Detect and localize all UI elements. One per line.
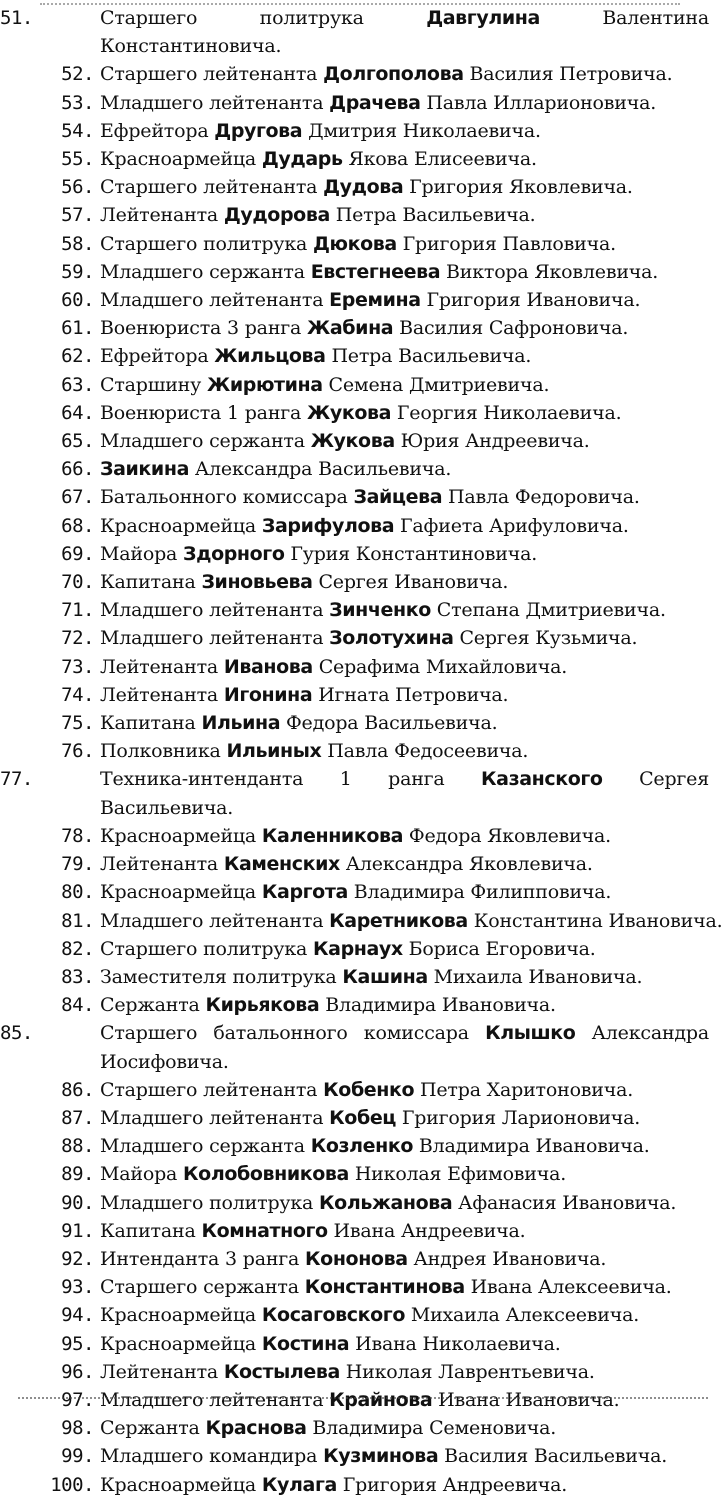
entry-surname: Зайцева: [353, 486, 443, 509]
list-item: [0, 1442, 717, 1470]
entry-rank: Старшего политрука: [100, 232, 308, 255]
entry-surname: Кирьякова: [205, 994, 320, 1017]
entry-given-names: Валентина Константиновича.: [100, 7, 709, 58]
list-item: [0, 201, 717, 229]
entry-rank: Лейтенанта: [100, 853, 219, 876]
list-item: [0, 1471, 717, 1499]
entry-surname: Костина: [261, 1332, 350, 1355]
entry-number: 79.: [61, 853, 94, 876]
entry-rank: Капитана: [100, 712, 196, 735]
entry-number: 85.: [0, 1022, 33, 1045]
entry-surname: Жабина: [307, 317, 394, 340]
entry-rank: Полковника: [100, 740, 221, 763]
list-item: [0, 4, 717, 60]
entry-given-names: Николая Лаврентьевича.: [345, 1360, 595, 1383]
entry-given-names: Василия Васильевича.: [444, 1445, 668, 1468]
entry-number: 56.: [61, 176, 94, 199]
entry-surname: Драчева: [329, 91, 421, 114]
entry-number: 73.: [61, 655, 94, 678]
entry-given-names: Виктора Яковлевича.: [445, 260, 659, 283]
entry-number: 87.: [61, 1106, 94, 1129]
entry-number: 59.: [61, 260, 94, 283]
entry-number: 71.: [61, 599, 94, 622]
entry-number: 57.: [61, 204, 94, 227]
entry-surname: Зинченко: [329, 599, 431, 622]
entry-rank: Военюриста 3 ранга: [100, 317, 302, 340]
entry-number: 88.: [61, 1135, 94, 1158]
list-item: [0, 258, 717, 286]
entry-given-names: Николая Ефимовича.: [354, 1163, 567, 1186]
entry-surname: Зиновьева: [201, 571, 313, 594]
entry-surname: Иванова: [223, 655, 313, 678]
entry-surname: Дюкова: [313, 232, 397, 255]
entry-rank: Сержанта: [100, 1417, 200, 1440]
entry-rank: Лейтенанта: [100, 683, 219, 706]
entry-surname: Каргота: [261, 881, 348, 904]
entry-given-names: Семена Дмитриевича.: [328, 373, 550, 396]
entry-rank: Красноармейца: [100, 824, 257, 847]
entry-surname: Кольжанова: [319, 1191, 453, 1214]
entry-surname: Еремина: [329, 289, 421, 312]
entry-rank: Ефрейтора: [100, 119, 209, 142]
entry-given-names: Григория Ларионовича.: [401, 1106, 641, 1129]
list-item: [0, 653, 717, 681]
entry-surname: Константинова: [304, 1276, 465, 1299]
entry-given-names: Григория Андреевича.: [342, 1473, 568, 1496]
entry-number: 65.: [61, 430, 94, 453]
list-item: [0, 1217, 717, 1245]
entry-given-names: Игната Петровича.: [318, 683, 509, 706]
entry-surname: Казанского: [481, 768, 603, 791]
entry-surname: Дудорова: [223, 204, 330, 227]
entry-rank: Майора: [100, 1163, 178, 1186]
entry-surname: Жирютина: [206, 373, 323, 396]
entry-number: 54.: [61, 119, 94, 142]
entry-rank: Заместителя политрука: [100, 965, 337, 988]
entry-surname: Ильина: [201, 712, 281, 735]
entry-number: 75.: [61, 712, 94, 735]
list-item: [0, 1132, 717, 1160]
entry-number: 68.: [61, 514, 94, 537]
entry-number: 60.: [61, 289, 94, 312]
entry-surname: Клышко: [485, 1022, 576, 1045]
entry-given-names: Михаила Ивановича.: [433, 965, 643, 988]
name-list: [0, 4, 722, 1499]
entry-surname: Кузминова: [323, 1445, 439, 1468]
entry-surname: Жукова: [310, 430, 395, 453]
entry-rank: Ефрейтора: [100, 345, 209, 368]
entry-given-names: Михаила Алексеевича.: [410, 1304, 640, 1327]
entry-rank: Старшего политрука: [100, 937, 308, 960]
entry-given-names: Григория Ивановича.: [426, 289, 641, 312]
list-item: [0, 907, 722, 935]
entry-rank: Военюриста 1 ранга: [100, 401, 302, 424]
entry-rank: Красноармейца: [100, 148, 257, 171]
entry-surname: Каменских: [223, 853, 340, 876]
entry-number: 94.: [61, 1304, 94, 1327]
list-item: [0, 1104, 717, 1132]
entry-surname: Краснова: [205, 1417, 307, 1440]
entry-given-names: Дмитрия Николаевича.: [308, 119, 541, 142]
entry-surname: Карнаух: [313, 937, 403, 960]
entry-given-names: Владимира Семеновича.: [312, 1417, 557, 1440]
entry-number: 100.: [50, 1473, 94, 1496]
entry-number: 86.: [61, 1078, 94, 1101]
entry-surname: Кулага: [261, 1473, 337, 1496]
entry-number: 72.: [61, 627, 94, 650]
entry-surname: Комнатного: [201, 1219, 328, 1242]
list-item: [0, 850, 717, 878]
entry-rank: Младшего лейтенанта: [100, 91, 324, 114]
entry-surname: Костылева: [223, 1360, 340, 1383]
entry-surname: Евстегнеева: [310, 260, 441, 283]
entry-rank: Младшего командира: [100, 1445, 318, 1468]
entry-rank: Старшего лейтенанта: [100, 176, 318, 199]
entry-rank: Сержанта: [100, 994, 200, 1017]
entry-rank: Батальонного комиссара: [100, 486, 348, 509]
entry-surname: Игонина: [223, 683, 313, 706]
entry-given-names: Якова Елисеевича.: [348, 148, 537, 171]
list-item: [0, 1189, 717, 1217]
entry-surname: Дудова: [323, 176, 404, 199]
entry-rank: Техника-интенданта 1 ранга: [100, 768, 445, 791]
entry-rank: Старшего лейтенанта: [100, 1078, 318, 1101]
list-item: [0, 455, 717, 483]
entry-given-names: Григория Яковлевича.: [409, 176, 633, 199]
entry-number: 84.: [61, 994, 94, 1017]
entry-given-names: Павла Федосеевича.: [327, 740, 529, 763]
entry-number: 89.: [61, 1163, 94, 1186]
entry-rank: Младшего лейтенанта: [100, 1388, 324, 1411]
entry-surname: Кашина: [342, 965, 428, 988]
entry-number: 62.: [61, 345, 94, 368]
entry-given-names: Александра Васильевича.: [194, 458, 452, 481]
entry-given-names: Павла Федоровича.: [447, 486, 640, 509]
entry-number: 52.: [61, 63, 94, 86]
entry-number: 82.: [61, 937, 94, 960]
entry-rank: Младшего сержанта: [100, 1135, 305, 1158]
entry-rank: Капитана: [100, 571, 196, 594]
entry-number: 96.: [61, 1360, 94, 1383]
list-item: [0, 1358, 717, 1386]
list-item: [0, 342, 717, 370]
entry-number: 92.: [61, 1247, 94, 1270]
entry-rank: Младшего политрука: [100, 1191, 314, 1214]
entry-rank: Старшего батальонного комиссара: [100, 1022, 469, 1045]
entry-given-names: Александра Иосифовича.: [100, 1022, 710, 1073]
entry-number: 74.: [61, 683, 94, 706]
list-item: [0, 371, 717, 399]
entry-rank: Капитана: [100, 1219, 196, 1242]
entry-surname: Каленникова: [261, 824, 404, 847]
entry-number: 70.: [61, 571, 94, 594]
entry-rank: Красноармейца: [100, 1473, 257, 1496]
entry-rank: Младшего сержанта: [100, 260, 305, 283]
entry-surname: Кононова: [305, 1247, 408, 1270]
entry-rank: Интенданта 3 ранга: [100, 1247, 300, 1270]
list-item: [0, 737, 717, 765]
entry-given-names: Константина Ивановича.: [473, 909, 722, 932]
list-item: [0, 60, 717, 88]
list-item: [0, 1019, 717, 1075]
entry-number: 53.: [61, 91, 94, 114]
entry-given-names: Владимира Ивановича.: [325, 994, 556, 1017]
entry-given-names: Афанасия Ивановича.: [458, 1191, 677, 1214]
entry-number: 90.: [61, 1191, 94, 1214]
list-item: [0, 1301, 717, 1329]
entry-number: 64.: [61, 401, 94, 424]
entry-given-names: Ивана Андреевича.: [333, 1219, 526, 1242]
entry-number: 83.: [61, 965, 94, 988]
torn-bottom-edge: [18, 1397, 708, 1405]
entry-given-names: Григория Павловича.: [402, 232, 616, 255]
entry-number: 80.: [61, 881, 94, 904]
list-item: [0, 568, 717, 596]
entry-rank: Майора: [100, 542, 178, 565]
entry-rank: Лейтенанта: [100, 204, 219, 227]
entry-rank: Красноармейца: [100, 1332, 257, 1355]
entry-given-names: Павла Илларионовича.: [426, 91, 657, 114]
entry-surname: Жильцова: [214, 345, 326, 368]
list-item: [0, 878, 717, 906]
list-item: [0, 1414, 717, 1442]
entry-surname: Заикина: [100, 458, 189, 481]
list-item: [0, 117, 717, 145]
entry-given-names: Георгия Николаевича.: [396, 401, 622, 424]
entry-rank: Старшего сержанта: [100, 1276, 299, 1299]
entry-surname: Золотухина: [329, 627, 454, 650]
list-item: [0, 822, 717, 850]
entry-given-names: Степана Дмитриевича.: [436, 599, 666, 622]
entry-given-names: Петра Харитоновича.: [420, 1078, 634, 1101]
entry-number: 69.: [61, 542, 94, 565]
entry-number: 93.: [61, 1276, 94, 1299]
entry-rank: Младшего лейтенанта: [100, 627, 324, 650]
list-item: [0, 512, 717, 540]
entry-rank: Красноармейца: [100, 1304, 257, 1327]
entry-surname: Жукова: [307, 401, 392, 424]
entry-given-names: Бориса Егоровича.: [408, 937, 596, 960]
list-item: [0, 596, 717, 624]
entry-given-names: Серафима Михайловича.: [318, 655, 568, 678]
entry-number: 61.: [61, 317, 94, 340]
entry-rank: Младшего лейтенанта: [100, 289, 324, 312]
entry-given-names: Василия Петровича.: [469, 63, 673, 86]
list-item: [0, 1160, 717, 1188]
entry-rank: Лейтенанта: [100, 655, 219, 678]
entry-surname: Каретникова: [329, 909, 468, 932]
entry-given-names: Владимира Ивановича.: [418, 1135, 650, 1158]
entry-surname: Ильиных: [226, 740, 322, 763]
list-item: [0, 1245, 717, 1273]
list-item: [0, 935, 717, 963]
list-item: [0, 1273, 717, 1301]
entry-rank: Младшего лейтенанта: [100, 599, 324, 622]
entry-given-names: Владимира Филипповича.: [353, 881, 612, 904]
entry-given-names: Федора Яковлевича.: [408, 824, 611, 847]
entry-given-names: Ивана Ивановича.: [438, 1388, 620, 1411]
entry-surname: Кобец: [329, 1106, 396, 1129]
entry-given-names: Петра Васильевича.: [331, 345, 532, 368]
entry-rank: Младшего лейтенанта: [100, 1106, 324, 1129]
entry-rank: Лейтенанта: [100, 1360, 219, 1383]
list-item: [0, 230, 717, 258]
entry-surname: Косаговского: [261, 1304, 405, 1327]
entry-given-names: Гурия Константиновича.: [290, 542, 538, 565]
entry-surname: Давгулина: [426, 7, 540, 29]
list-item: [0, 624, 717, 652]
entry-number: 55.: [61, 148, 94, 171]
entry-given-names: Сергея Ивановича.: [318, 571, 509, 594]
entry-given-names: Гафиета Арифуловича.: [400, 514, 629, 537]
entry-number: 78.: [61, 824, 94, 847]
list-item: [0, 483, 717, 511]
entry-number: 58.: [61, 232, 94, 255]
entry-number: 95.: [61, 1332, 94, 1355]
list-item: [0, 427, 717, 455]
entry-rank: Старшего лейтенанта: [100, 63, 318, 86]
entry-surname: Зарифулова: [261, 514, 395, 537]
list-item: [0, 1330, 717, 1358]
list-item: [0, 709, 717, 737]
entry-given-names: Петра Васильевича.: [335, 204, 536, 227]
entry-rank: Старшину: [100, 373, 202, 396]
entry-surname: Другова: [214, 119, 303, 142]
entry-number: 76.: [61, 740, 94, 763]
entry-number: 67.: [61, 486, 94, 509]
entry-number: 77.: [0, 768, 33, 791]
entry-surname: Крайнова: [329, 1388, 433, 1411]
list-item: [0, 963, 717, 991]
entry-surname: Колобовникова: [183, 1163, 349, 1186]
entry-given-names: Ивана Алексеевича.: [470, 1276, 672, 1299]
entry-number: 97.: [61, 1388, 94, 1411]
entry-given-names: Василия Сафроновича.: [399, 317, 629, 340]
list-item: [0, 765, 717, 821]
entry-given-names: Юрия Андреевича.: [400, 430, 590, 453]
entry-given-names: Сергея Васильевича.: [100, 768, 709, 819]
entry-number: 99.: [61, 1445, 94, 1468]
list-item: [0, 681, 717, 709]
entry-given-names: Андрея Ивановича.: [413, 1247, 607, 1270]
list-item: [0, 286, 717, 314]
entry-rank: Красноармейца: [100, 514, 257, 537]
entry-number: 63.: [61, 373, 94, 396]
entry-number: 51.: [0, 7, 33, 29]
list-item: [0, 991, 717, 1019]
entry-surname: Здорного: [183, 542, 285, 565]
entry-rank: Младшего лейтенанта: [100, 909, 324, 932]
list-item: [0, 399, 717, 427]
entry-rank: Красноармейца: [100, 881, 257, 904]
entry-number: 98.: [61, 1417, 94, 1440]
list-item: [0, 540, 717, 568]
entry-surname: Козленко: [310, 1135, 414, 1158]
list-item: [0, 173, 717, 201]
entry-rank: Старшего политрука: [100, 7, 364, 29]
list-item: [0, 89, 717, 117]
entry-number: 91.: [61, 1219, 94, 1242]
entry-number: 66.: [61, 458, 94, 481]
entry-surname: Кобенко: [323, 1078, 415, 1101]
list-item: [0, 314, 717, 342]
entry-number: 81.: [61, 909, 94, 932]
entry-given-names: Сергея Кузьмича.: [459, 627, 638, 650]
entry-surname: Долгополова: [323, 63, 464, 86]
entry-given-names: Александра Яковлевича.: [345, 853, 593, 876]
entry-surname: Дударь: [261, 148, 343, 171]
list-item: [0, 1076, 717, 1104]
list-item: [0, 145, 717, 173]
entry-given-names: Ивана Николаевича.: [355, 1332, 561, 1355]
entry-rank: Младшего сержанта: [100, 430, 305, 453]
entry-given-names: Федора Васильевича.: [285, 712, 498, 735]
